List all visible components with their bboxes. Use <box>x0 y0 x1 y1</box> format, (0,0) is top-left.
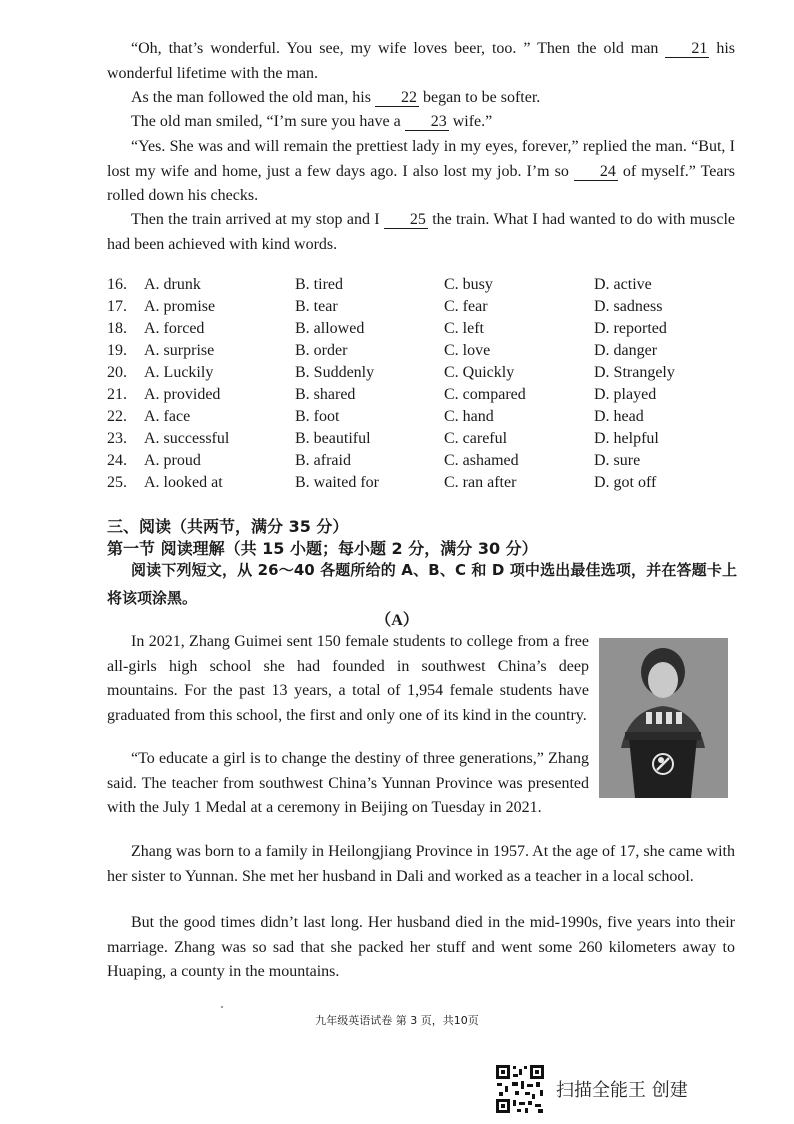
scanner-watermark: 扫描全能王 创建 <box>556 1080 688 1101</box>
section-heading: 三、阅读（共两节，满分 35 分） <box>107 517 349 536</box>
option-row: 16. A. drunk B. tired C. busy D. active <box>107 276 652 293</box>
story-paragraph-4: “Yes. She was and will remain the prettiest lady in my eyes, forever,” replied the man. “But, I lost my wife and home, just a few days ago. I also lost my job. I’m so 24 of myself.” Tears rolled down his checks. <box>107 138 736 204</box>
option-row: 25. A. looked at B. waited for C. ran after D. got off <box>107 474 657 491</box>
scan-speck <box>221 1006 223 1008</box>
blank-24: 24 <box>574 163 618 181</box>
section-subheading: 第一节 阅读理解（共 15 小题；每小题 2 分，满分 30 分） <box>107 539 538 558</box>
option-row: 22. A. face B. foot C. hand D. head <box>107 408 644 425</box>
passage-paragraph-2: “To educate a girl is to change the destiny of three generations,” Zhang said. The teacher from southwest China’s Yunnan Province was presented with the July 1 Medal at a ceremony in Beijing on Tuesday in 2021. <box>107 750 589 816</box>
option-row: 18. A. forced B. allowed C. left D. reported <box>107 320 667 337</box>
page-footer: 九年级英语试卷 第 3 页，共10页 <box>315 1014 479 1027</box>
speaker-at-podium-image <box>599 638 728 798</box>
option-row: 17. A. promise B. tear C. fear D. sadness <box>107 298 663 315</box>
passage-paragraph-1: In 2021, Zhang Guimei sent 150 female students to college from a free all-girls high school she had founded in southwest China’s deep mountains. For the past 13 years, a total of 1,954 female students have graduated from this school, the first and only one of its kind in the country. <box>107 633 589 724</box>
blank-22: 22 <box>375 89 419 107</box>
story-paragraph-1: “Oh, that’s wonderful. You see, my wife loves beer, too. ” Then the old man 21 his wonderful lifetime with the man. <box>107 40 735 82</box>
passage-paragraph-4: But the good times didn’t last long. Her husband died in the mid-1990s, five years into their marriage. Zhang was so sad that she packed her stuff and went some 260 kilometers away to Huaping, a county in the mountains. <box>107 914 735 980</box>
story-paragraph-3: The old man smiled, “I’m sure you have a 23 wife.” <box>131 113 493 130</box>
blank-23: 23 <box>405 113 449 131</box>
passage-paragraph-3: Zhang was born to a family in Heilongjiang Province in 1957. At the age of 17, she came with her sister to Yunnan. She met her husband in Dali and worked as a teacher in a local school. <box>107 843 735 885</box>
story-paragraph-2: As the man followed the old man, his 22 began to be softer. <box>131 89 541 106</box>
blank-25: 25 <box>384 211 428 229</box>
passage-title: （A） <box>375 612 419 629</box>
blank-21: 21 <box>665 40 709 58</box>
option-row: 19. A. surprise B. order C. love D. danger <box>107 342 658 359</box>
option-row: 24. A. proud B. afraid C. ashamed D. sure <box>107 452 641 469</box>
option-row: 21. A. provided B. shared C. compared D. played <box>107 386 657 403</box>
story-paragraph-5: Then the train arrived at my stop and I 25 the train. What I had wanted to do with muscle had been achieved with kind words. <box>107 211 736 253</box>
qr-code-icon <box>495 1064 545 1114</box>
option-row: 20. A. Luckily B. Suddenly C. Quickly D. Strangely <box>107 364 675 381</box>
option-row: 23. A. successful B. beautiful C. careful D. helpful <box>107 430 659 447</box>
reading-instruction: 阅读下列短文，从 26～40 各题所给的 A、B、C 和 D 项中选出最佳选项，并在答题卡上将该项涂黑。 <box>107 561 737 607</box>
answer-options-table <box>107 274 747 494</box>
zhang-guimei-photo <box>599 638 728 798</box>
